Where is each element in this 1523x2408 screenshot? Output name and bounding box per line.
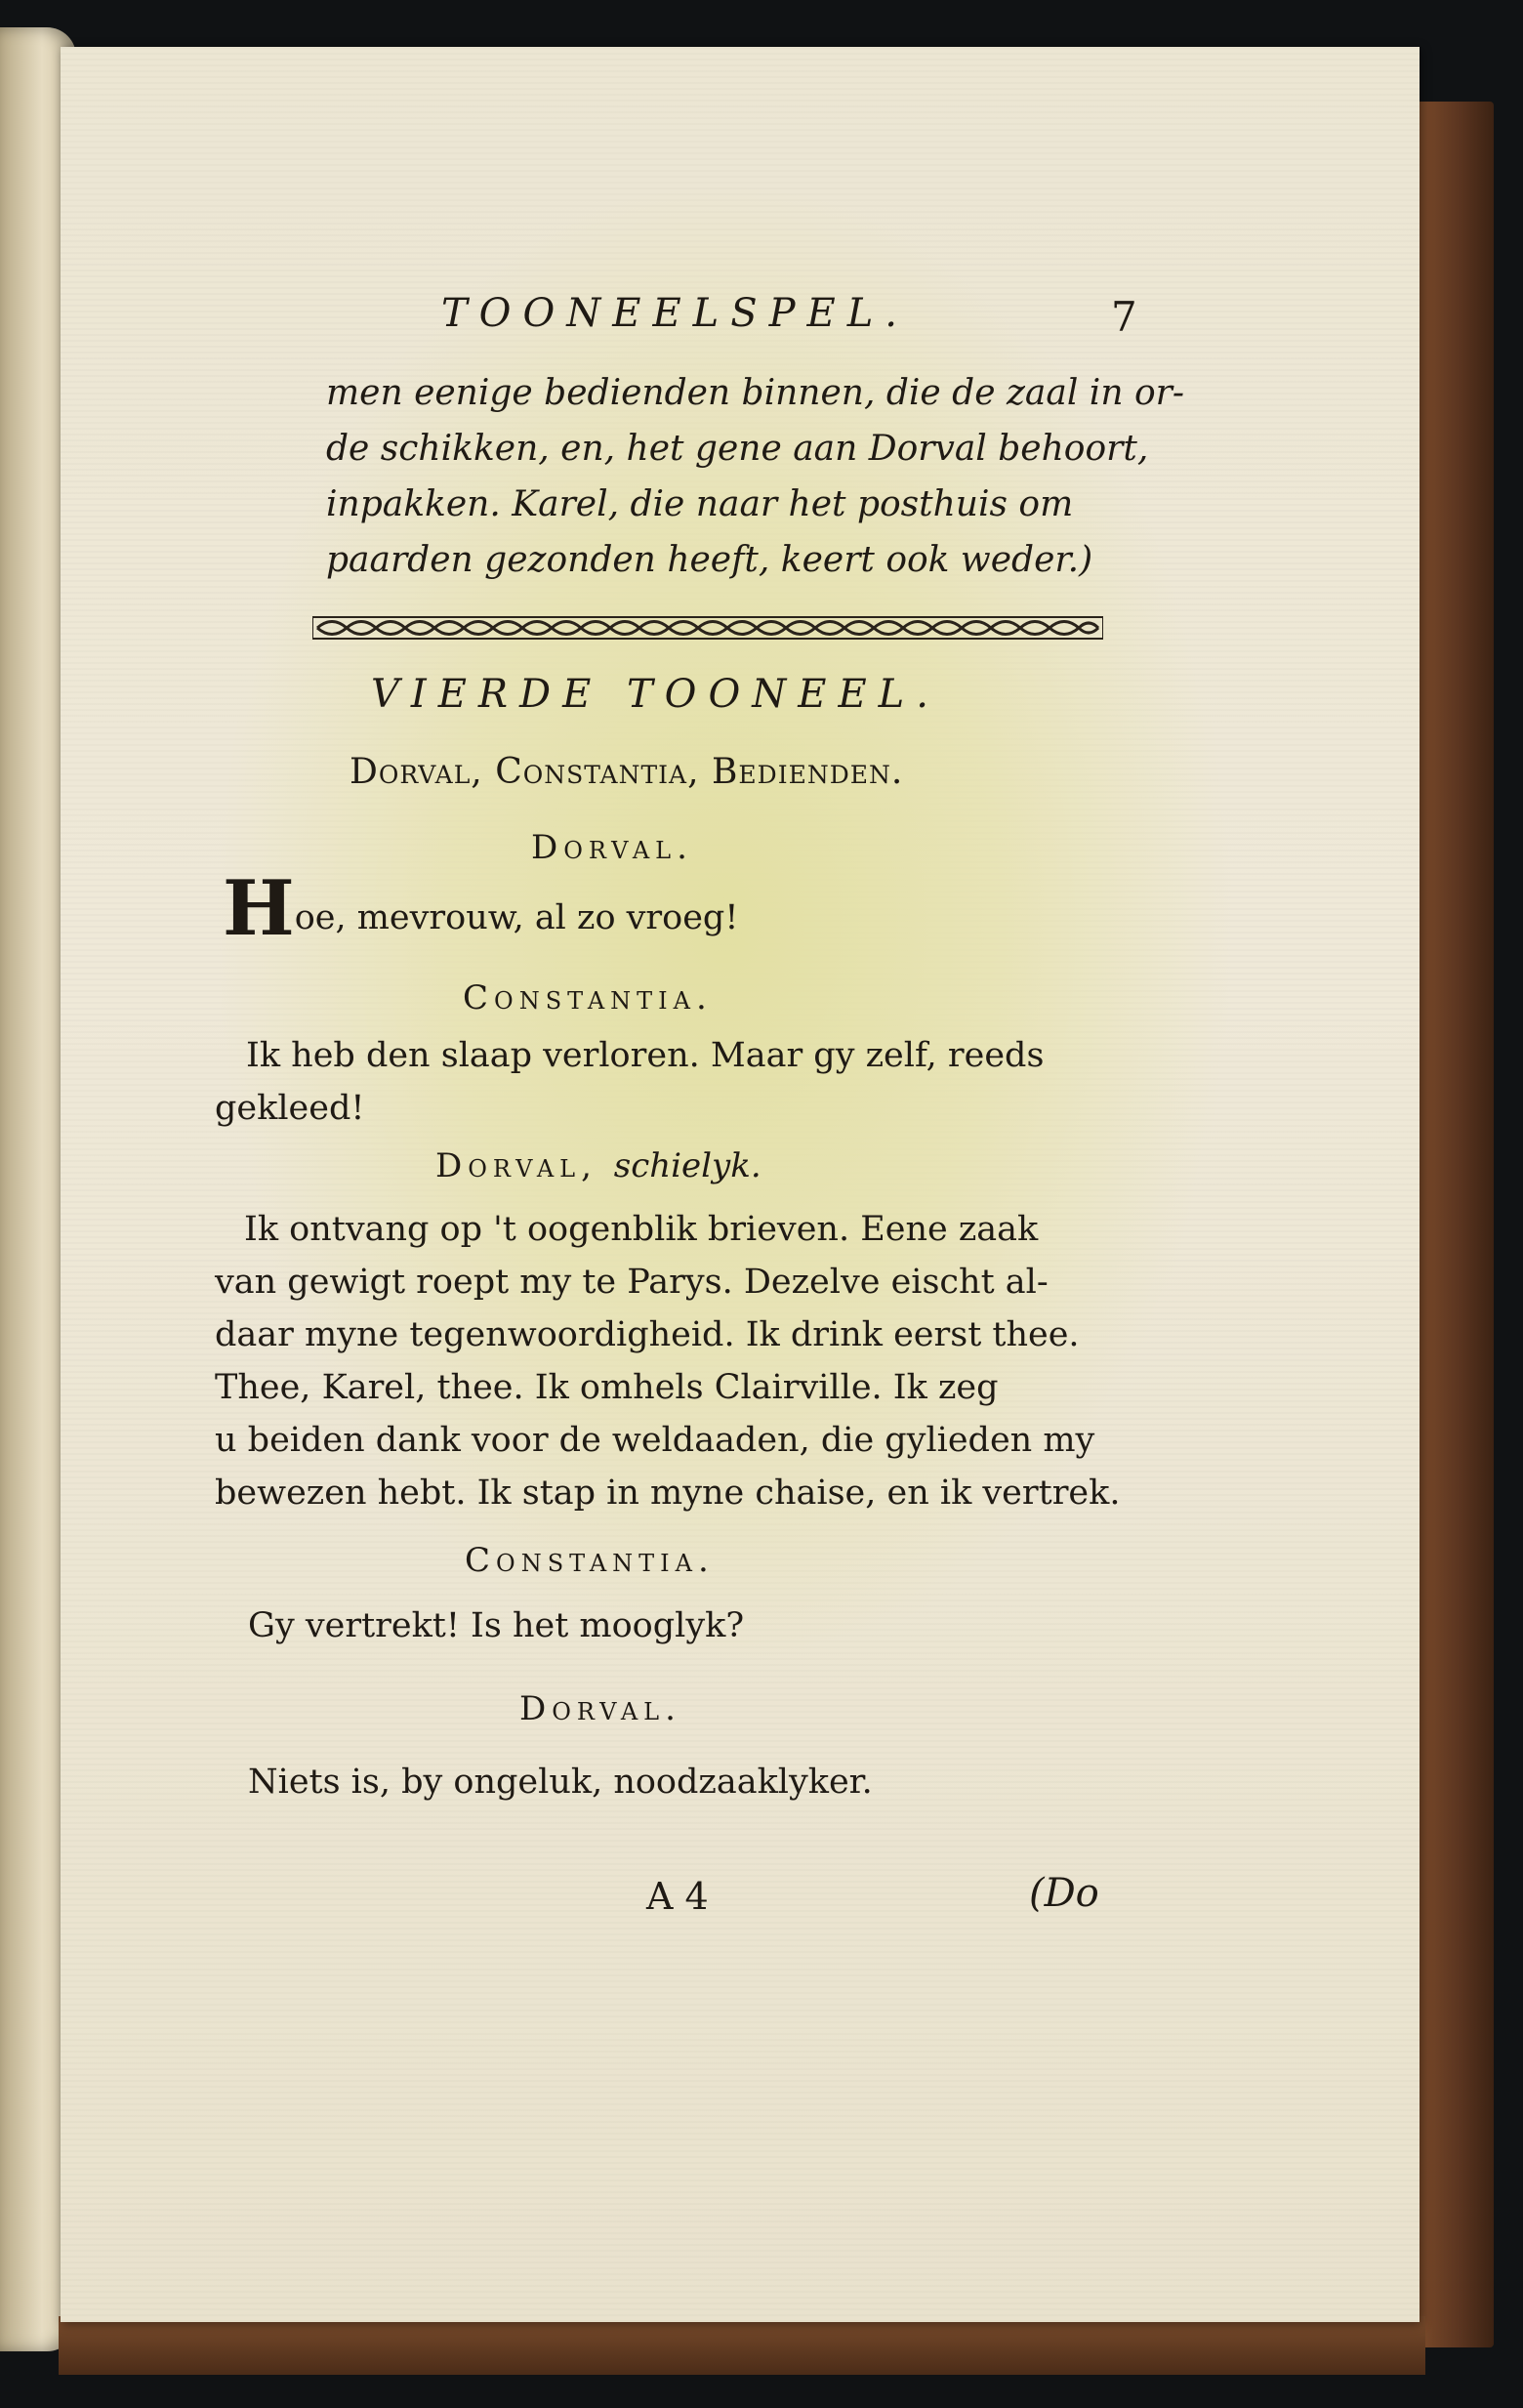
stage-direction-line: paarden gezonden heeft, keert ook weder.) bbox=[326, 540, 1093, 580]
stage-direction bbox=[326, 365, 1184, 588]
book-page bbox=[61, 47, 1420, 2322]
speech-line: van gewigt roept my te Parys. Dezelve eischt al- bbox=[215, 1263, 1049, 1302]
speech-line: bewezen hebt. Ik stap in myne chaise, en ik vertrek. bbox=[215, 1474, 1121, 1513]
drop-cap: H bbox=[223, 864, 295, 953]
speech-line: Thee, Karel, thee. Ik omhels Clairville. Ik zeg bbox=[215, 1368, 999, 1407]
speaker-name-text: Dorval, bbox=[435, 1146, 597, 1185]
speech-line: gekleed! bbox=[215, 1089, 365, 1128]
speech-line: Niets is, by ongeluk, noodzaaklyker. bbox=[248, 1763, 873, 1802]
speaker-name: Dorval. bbox=[531, 828, 693, 867]
book-board-bottom bbox=[59, 2316, 1425, 2375]
running-head: TOONEELSPEL. bbox=[441, 291, 910, 336]
speech-line: u beiden dank voor de weldaaden, die gylieden my bbox=[215, 1421, 1095, 1460]
speech-line: Ik ontvang op 't oogenblik brieven. Eene zaak bbox=[244, 1210, 1039, 1249]
speaker-name: Constantia. bbox=[463, 978, 713, 1017]
speaker-name: Constantia. bbox=[465, 1541, 715, 1580]
signature-mark: A 4 bbox=[646, 1875, 709, 1918]
speech-line bbox=[223, 864, 739, 953]
stage-direction-line: inpakken. Karel, die naar het posthuis om bbox=[326, 484, 1074, 524]
speech-line: Ik heb den slaap verloren. Maar gy zelf, reeds bbox=[246, 1036, 1045, 1075]
stage-direction-line: men eenige bedienden binnen, die de zaal in or- bbox=[326, 373, 1184, 413]
speaker-note: schielyk. bbox=[613, 1146, 762, 1185]
scene-title: VIERDE TOONEEL. bbox=[371, 672, 940, 717]
page-number: 7 bbox=[1111, 293, 1137, 341]
speech-line: Gy vertrekt! Is het mooglyk? bbox=[248, 1606, 745, 1645]
character-list: Dorval, Constantia, Bedienden. bbox=[350, 752, 904, 792]
catchword: (Do bbox=[1029, 1871, 1099, 1916]
speaker-name bbox=[435, 1146, 762, 1185]
speaker-name: Dorval. bbox=[519, 1689, 681, 1728]
stage-direction-line: de schikken, en, het gene aan Dorval behoort, bbox=[326, 429, 1149, 469]
speech-text: oe, mevrouw, al zo vroeg! bbox=[294, 898, 739, 937]
speech-line: daar myne tegenwoordigheid. Ik drink eerst thee. bbox=[215, 1315, 1080, 1354]
ornamental-rule bbox=[312, 613, 1103, 643]
